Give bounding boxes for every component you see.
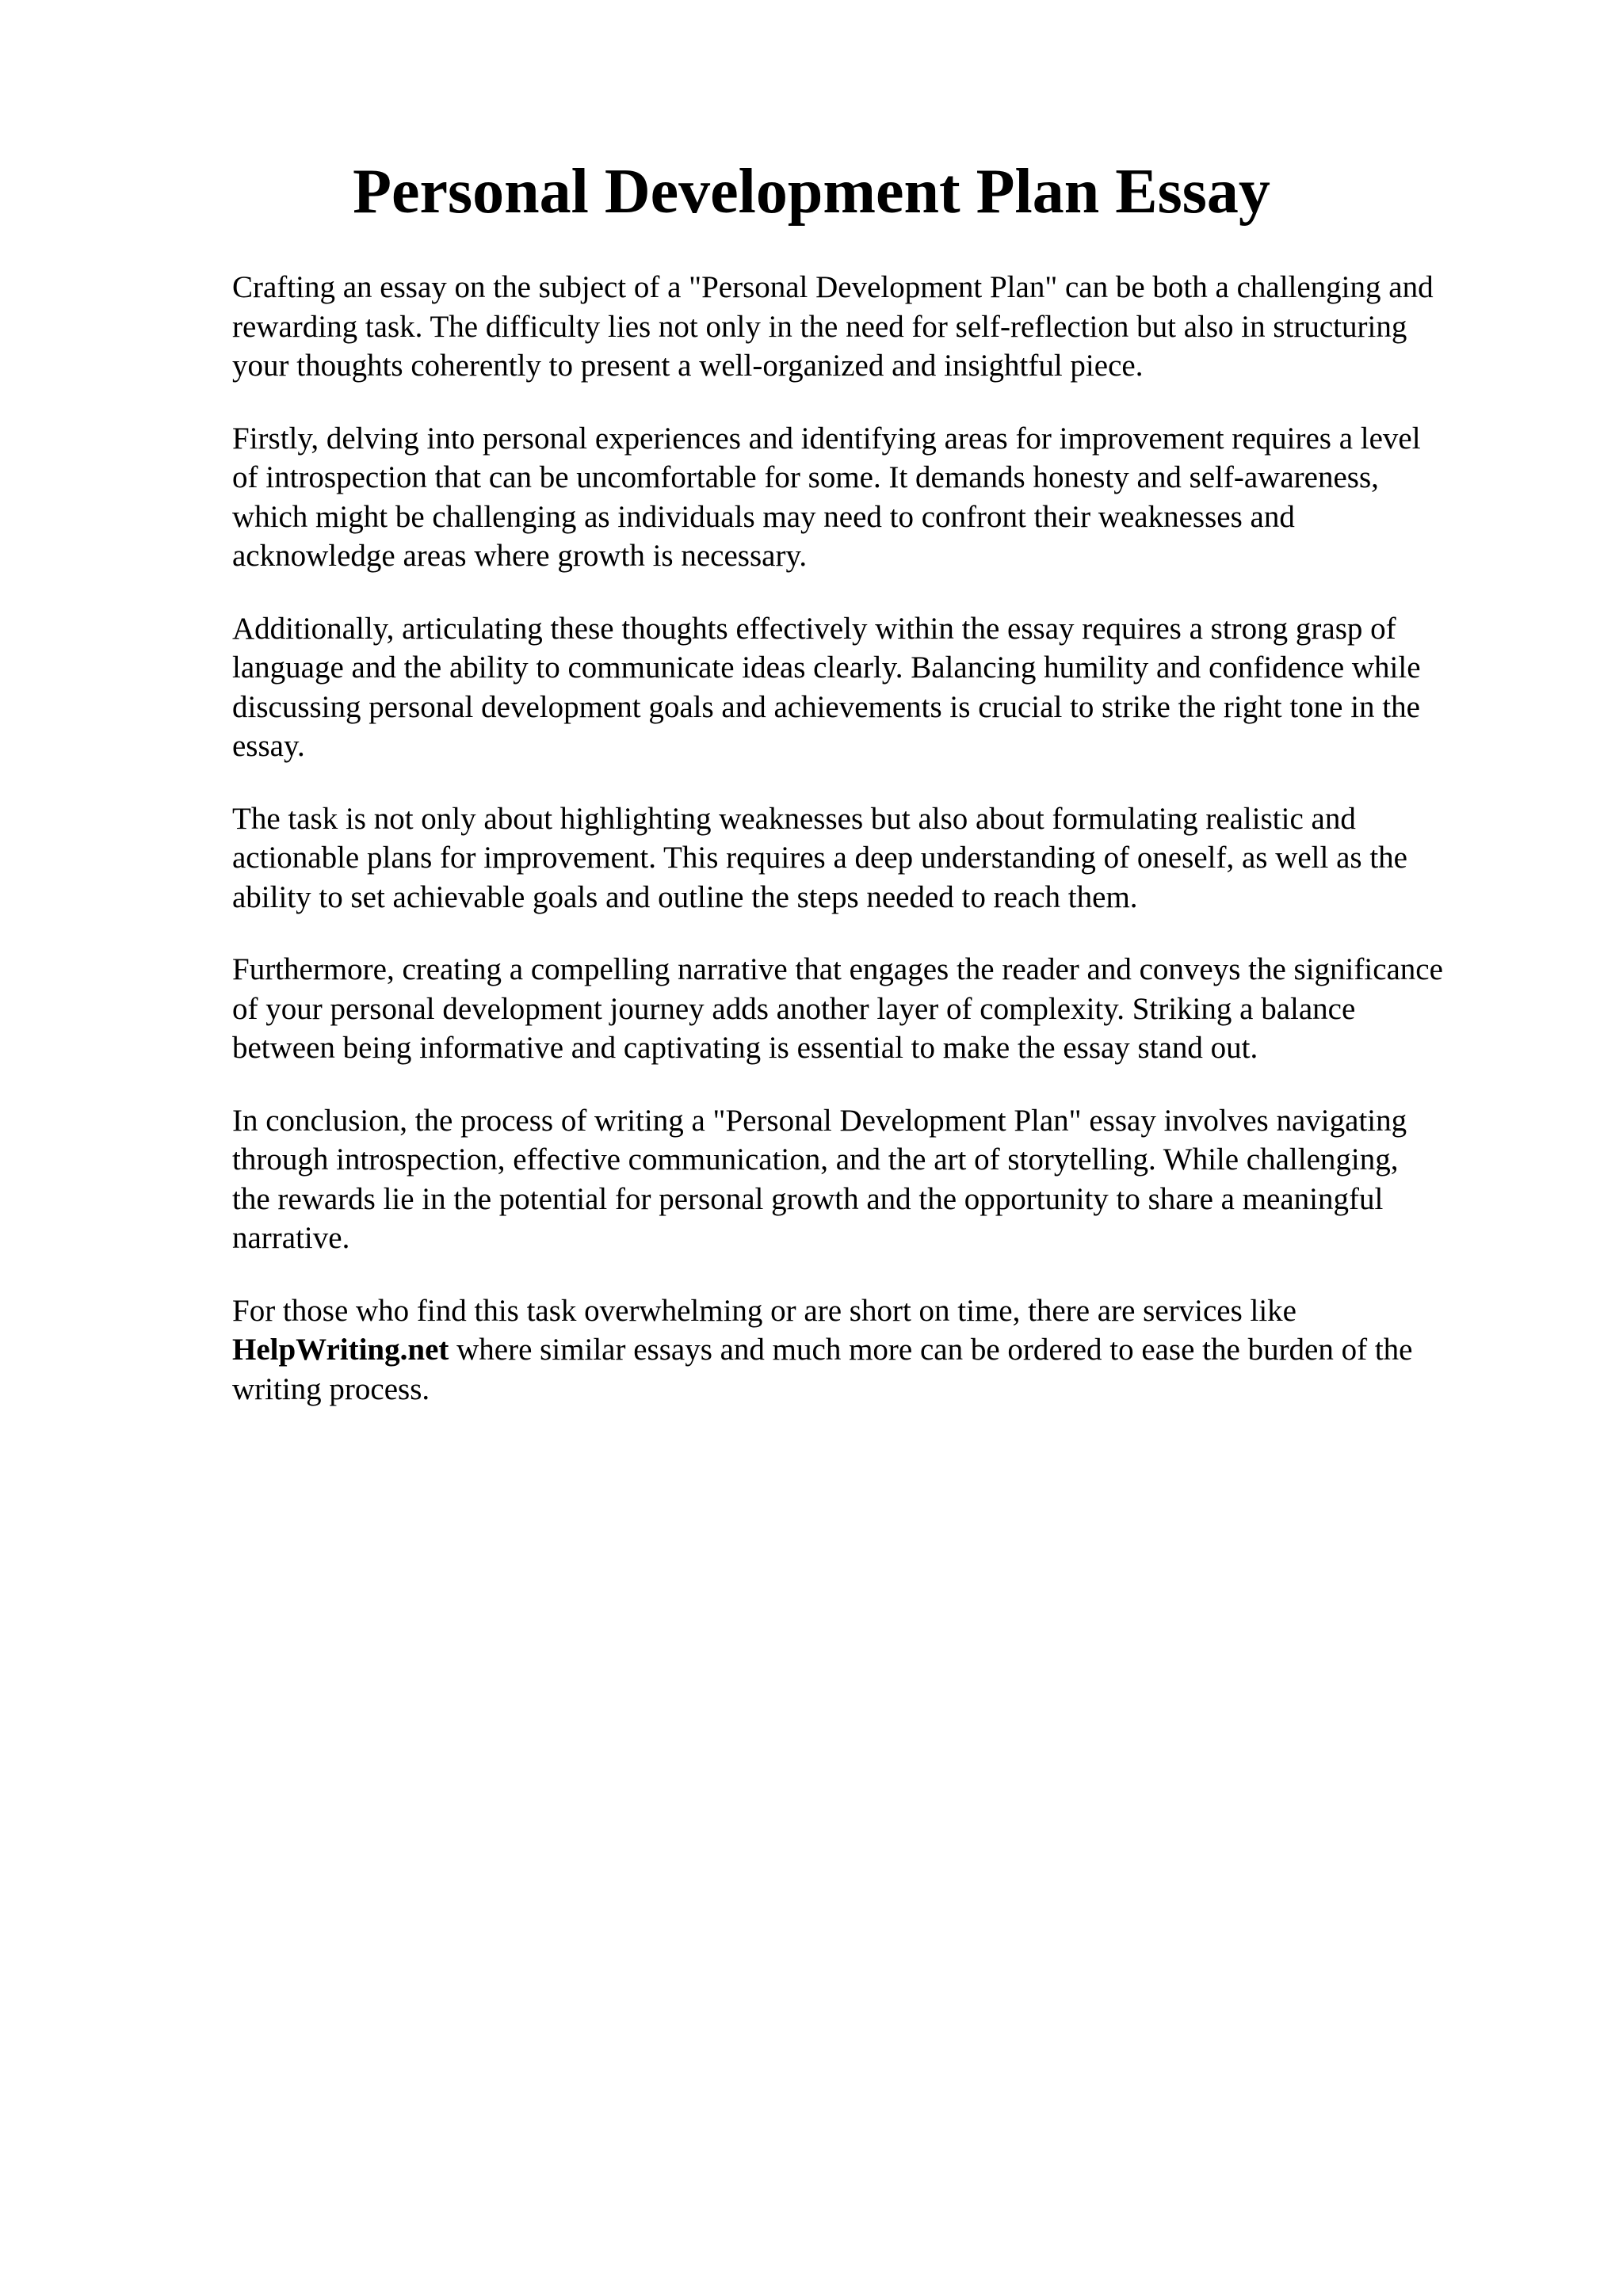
paragraph-line: through introspection, effective communication, and the art of storytelling. While challenging, — [232, 1142, 1399, 1177]
closing-line-rest: where similar essays and much more can be ordered to ease the burden of the — [449, 1333, 1413, 1367]
paragraph-5 — [232, 950, 1532, 1068]
helpwriting-link[interactable]: HelpWriting.net — [232, 1333, 449, 1367]
paragraph-line: your thoughts coherently to present a well-organized and insightful piece. — [232, 349, 1144, 383]
paragraph-line: ability to set achievable goals and outline the steps needed to reach them. — [232, 879, 1138, 914]
paragraph-line: language and the ability to communicate ideas clearly. Balancing humility and confidence while — [232, 650, 1421, 685]
page-title: Personal Development Plan Essay — [353, 157, 1270, 227]
paragraph-line: discussing personal development goals and achievements is crucial to strike the right tone in the — [232, 689, 1420, 724]
paragraph-line: Additionally, articulating these thoughts effectively within the essay requires a strong grasp of — [232, 611, 1396, 646]
paragraph-line: of your personal development journey adds another layer of complexity. Striking a balance — [232, 991, 1356, 1026]
paragraph-line: The task is not only about highlighting weaknesses but also about formulating realistic and — [232, 801, 1356, 836]
paragraph-6 — [232, 1101, 1532, 1258]
paragraph-2 — [232, 419, 1532, 576]
paragraph-line: which might be challenging as individuals may need to confront their weaknesses and — [232, 499, 1295, 534]
paragraph-line: narrative. — [232, 1221, 350, 1255]
paragraph-line: Furthermore, creating a compelling narrative that engages the reader and conveys the significance — [232, 952, 1443, 986]
paragraph-line: rewarding task. The difficulty lies not only in the need for self-reflection but also in structuring — [232, 309, 1407, 344]
paragraph-line: For those who find this task overwhelming or are short on time, there are services like — [232, 1293, 1296, 1328]
closing-paragraph — [232, 1291, 1532, 1409]
paragraph-3 — [232, 609, 1532, 766]
paragraph-line: In conclusion, the process of writing a "Personal Development Plan" essay involves navigating — [232, 1103, 1407, 1138]
paragraph-line: of introspection that can be uncomfortable for some. It demands honesty and self-awareness, — [232, 460, 1379, 494]
paragraph-line: Crafting an essay on the subject of a "Personal Development Plan" can be both a challenging and — [232, 270, 1434, 304]
paragraph-line: actionable plans for improvement. This requires a deep understanding of oneself, as well as the — [232, 841, 1407, 875]
paragraph-line: acknowledge areas where growth is necessary. — [232, 539, 808, 573]
paragraph-line: writing process. — [232, 1371, 430, 1406]
paragraph-line: between being informative and captivating is essential to make the essay stand out. — [232, 1031, 1258, 1065]
paragraph-line: the rewards lie in the potential for personal growth and the opportunity to share a meaningful — [232, 1181, 1384, 1216]
essay-body — [232, 268, 1532, 1409]
paragraph-4 — [232, 799, 1532, 917]
paragraph-1 — [232, 268, 1532, 386]
paragraph-line — [232, 1330, 1532, 1370]
paragraph-line: essay. — [232, 729, 305, 763]
paragraph-line: Firstly, delving into personal experiences and identifying areas for improvement requires a level — [232, 421, 1421, 456]
